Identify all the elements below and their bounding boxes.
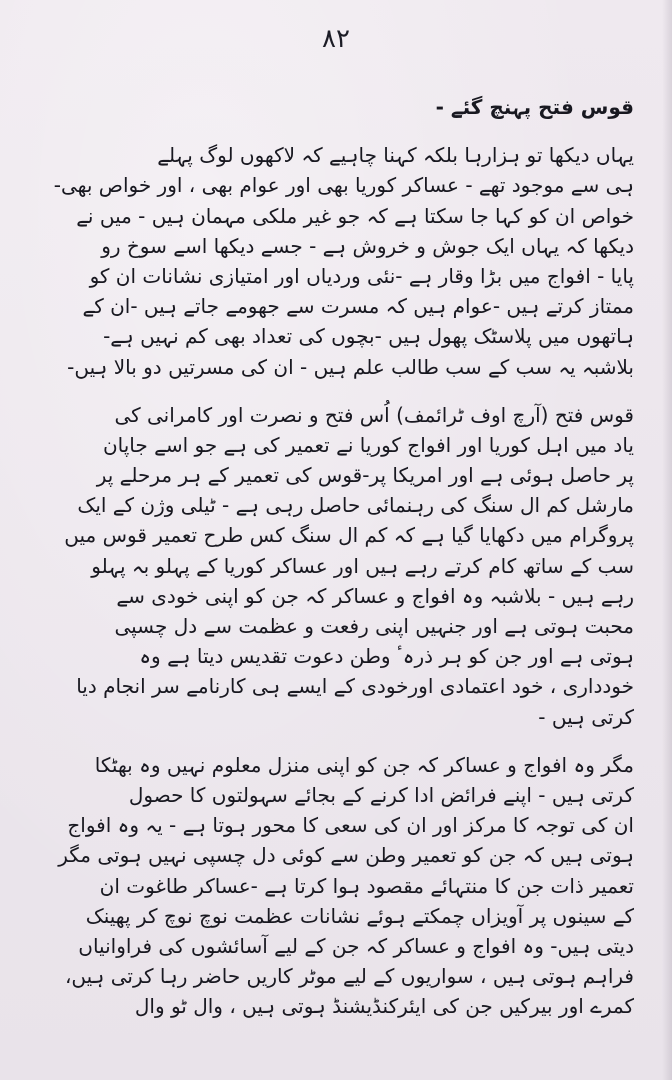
paragraph-spacer	[42, 122, 634, 140]
paragraph-spacer	[42, 732, 634, 750]
text-line: قوس فتح پہنچ گئے -	[435, 95, 634, 119]
text-line: پروگرام میں دکھایا گیا ہے کہ کم ال سنگ کس طرح تعمیر قوس میں	[64, 523, 634, 548]
paragraph-spacer	[42, 382, 634, 400]
text-line: ہی سے موجود تھے - عساکر کوریا بھی اور عوام بھی ، اور خواص بھی-	[53, 173, 634, 198]
text-line: سب کے ساتھ کام کرتے رہے ہیں اور عساکر کوریا کے پہلو بہ پہلو	[91, 553, 634, 578]
text-line: ہوتی ہیں کہ جن کو تعمیر وطن سے کوئی دل چسپی نہیں ہوتی مگر	[58, 843, 634, 868]
text-line: محبت ہوتی ہے اور جنہیں اپنی رفعت و عظمت سے دل چسپی	[114, 614, 634, 638]
text-line: ہاتھوں میں پلاسٹک پھول ہیں -بچوں کی تعداد بھی کم نہیں ہے-	[103, 324, 634, 349]
text-line: ہوتی ہے اور جن کو ہر ذرہٴ وطن دعوت تقدیس دیتا ہے وہ	[139, 644, 634, 669]
text-line: یاد میں اہل کوریا اور افواج کوریا نے تعمیر کی ہے جو اسے جاپان	[102, 432, 634, 457]
text-line: پایا - افواج میں بڑا وقار ہے -نئی وردیاں اور امتیازی نشانات ان کو	[89, 263, 634, 288]
text-line: کمرے اور بیرکیں جن کی ایئرکنڈیشنڈ ہوتی ہیں ، وال ٹو وال	[134, 994, 634, 1019]
text-line: دیکھا کہ یہاں ایک جوش و خروش ہے - جسے دیکھا اسے سوخ رو	[101, 233, 634, 258]
text-line: ممتاز کرتے ہیں -عوام ہیں کہ مسرت سے جھومے جاتے ہیں -ان کے	[82, 294, 634, 319]
text-line: فراہم ہوتی ہیں ، سواریوں کے لیے موٹر کاریں حاضر رہا کرتی ہیں،	[64, 964, 634, 989]
page-edge-shadow	[662, 0, 672, 1080]
text-line: یہاں دیکھا تو ہزارہا بلکہ کہنا چاہیے کہ لاکھوں لوگ پہلے	[157, 143, 634, 168]
text-line: بلاشبہ یہ سب کے سب طالب علم ہیں - ان کی مسرتیں دو بالا ہیں-	[67, 354, 634, 379]
text-line: کے سینوں پر آویزاں چمکتے ہوئے نشانات عظمت نوچ نوچ کر پھینک	[85, 903, 634, 928]
paragraph	[42, 750, 634, 1022]
page-number: ۸۲	[322, 24, 350, 54]
text-line: قوس فتح (آرچ اوف ٹرائمف) اُس فتح و نصرت اور کامرانی کی	[114, 402, 634, 427]
text-line: تعمیر ذات جن کا منتہائے مقصود ہوا کرتا ہے -عساکر طاغوت ان	[99, 873, 634, 898]
text-line: دیتی ہیں- وہ افواج و عساکر کہ جن کے لیے آسائشوں کی فراوانیاں	[78, 933, 634, 958]
text-line: کرتی ہیں - اپنے فرائض ادا کرنے کے بجائے سہولتوں کا حصول	[128, 782, 634, 807]
text-line: پر حاصل ہوئی ہے اور امریکا پر-قوس کی تعمیر کے ہر مرحلے پر	[96, 463, 634, 488]
text-line: مگر وہ افواج و عساکر کہ جن کو اپنی منزل معلوم نہیں وہ بھٹکا	[94, 752, 634, 777]
text-line: مارشل کم ال سنگ کی رہنمائی حاصل رہی ہے - ٹیلی وژن کے ایک	[77, 493, 634, 518]
text-line: خودداری ، خود اعتمادی اورخودی کے ایسے ہی کارنامے سر انجام دیا	[76, 674, 634, 699]
paragraph-heading	[42, 92, 634, 122]
page-body-text	[42, 92, 634, 1021]
paragraph	[42, 140, 634, 382]
text-line: رہے ہیں - بلاشبہ وہ افواج و عساکر کہ جن کو اپنی خودی سے	[116, 583, 634, 608]
paragraph	[42, 400, 634, 732]
text-line: ان کی توجہ کا مرکز اور ان کی سعی کا محور ہوتا ہے - یہ وہ افواج	[67, 813, 634, 838]
text-line: کرتی ہیں -	[538, 704, 634, 729]
text-line: خواص ان کو کہا جا سکتا ہے کہ جو غیر ملکی مہمان ہیں - میں نے	[76, 203, 634, 228]
